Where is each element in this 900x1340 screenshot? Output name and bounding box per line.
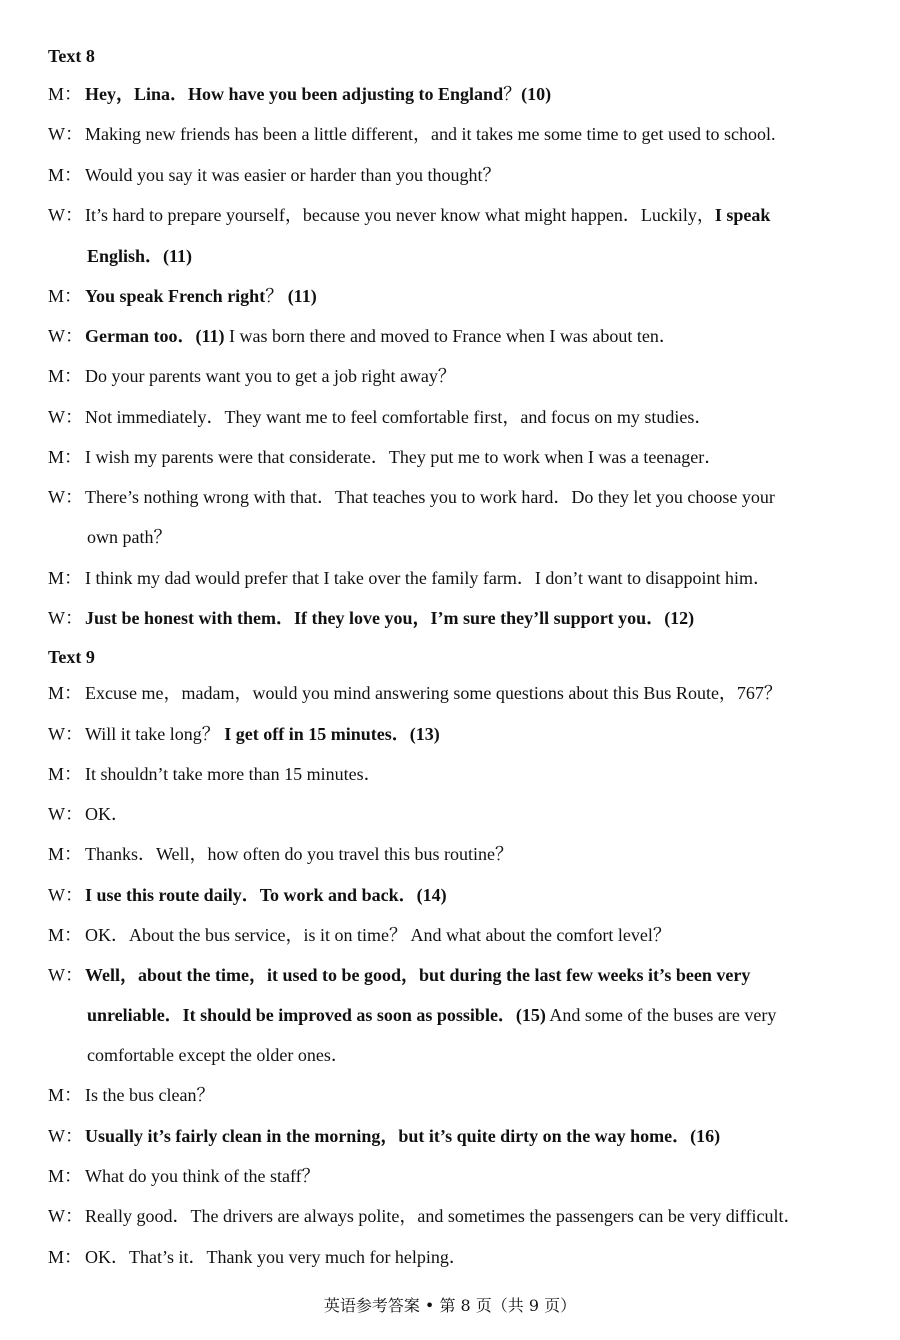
- line-text: And some of the buses are very: [545, 1005, 777, 1025]
- dialogue-line: [48, 673, 863, 713]
- line-text: Making new friends has been a little different，and it takes me some time to get used to school.: [85, 124, 776, 144]
- line-text: Thanks．Well，how often do you travel this bus routine？: [85, 844, 513, 864]
- dialogue-line: [48, 598, 863, 638]
- speaker-label: W：: [48, 1126, 83, 1146]
- speaker-label: M：: [48, 764, 83, 784]
- speaker-label: W：: [48, 1206, 83, 1226]
- line-text: I wish my parents were that considerate．They put me to work when I was a teenager．: [85, 447, 723, 467]
- line-text: Would you say it was easier or harder than you thought？: [85, 165, 501, 185]
- dialogue-line: [48, 437, 863, 477]
- speaker-label: M：: [48, 1247, 83, 1267]
- dialogue-line-continuation: [48, 995, 863, 1035]
- speaker-label: M：: [48, 1166, 83, 1186]
- line-text: OK．: [85, 804, 129, 824]
- dialogue-line-continuation: [48, 236, 863, 276]
- dialogue-line: [48, 1075, 863, 1115]
- dialogue-line: [48, 754, 863, 794]
- speaker-label: M：: [48, 165, 83, 185]
- line-text: I was born there and moved to France when I was about ten．: [224, 326, 677, 346]
- answer-text: English．(11): [87, 246, 193, 266]
- question-number: (11): [287, 286, 317, 306]
- page-footer: 英语参考答案 • 第 8 页（共 9 页）: [323, 1296, 577, 1315]
- dialogue-line: [48, 195, 863, 235]
- dialogue-line: [48, 397, 863, 437]
- answer-text: Usually it’s fairly clean in the morning，but it’s quite dirty on the way home．(16): [85, 1126, 721, 1146]
- line-text: Really good．The drivers are always polite，and sometimes the passengers can be very difficult．: [85, 1206, 802, 1226]
- line-text: OK．About the bus service，is it on time？ And what about the comfort level？: [85, 925, 671, 945]
- line-text: Will it take long？: [85, 724, 225, 744]
- dialogue-line: [48, 276, 863, 316]
- line-text: Excuse me，madam，would you mind answering some questions about this Bus Route，767？: [85, 683, 782, 703]
- line-text: comfortable except the older ones．: [87, 1045, 349, 1065]
- answer-text: unreliable．It should be improved as soon as possible．(15): [87, 1005, 546, 1025]
- section-title-text-8: Text 8: [48, 46, 95, 66]
- answer-text: I use this route daily．To work and back．(14): [85, 885, 447, 905]
- line-text: What do you think of the staff？: [85, 1166, 320, 1186]
- answer-text: I get off in 15 minutes．(13): [224, 724, 440, 744]
- answer-text: Hey，Lina．How have you been adjusting to England: [85, 84, 504, 104]
- speaker-label: M：: [48, 84, 83, 104]
- dialogue-line: [48, 714, 863, 754]
- dialogue-line: [48, 316, 863, 356]
- dialogue-line: [48, 155, 863, 195]
- dialogue-line: [48, 1156, 863, 1196]
- line-text: Is the bus clean？: [85, 1085, 215, 1105]
- speaker-label: M：: [48, 447, 83, 467]
- line-text: It shouldn’t take more than 15 minutes．: [85, 764, 382, 784]
- dialogue-line: [48, 114, 863, 154]
- speaker-label: M：: [48, 1085, 83, 1105]
- dialogue-line: [48, 558, 863, 598]
- line-text: Not immediately．They want me to feel comfortable first，and focus on my studies．: [85, 407, 713, 427]
- speaker-label: W：: [48, 965, 83, 985]
- dialogue-line: [48, 875, 863, 915]
- speaker-label: W：: [48, 407, 83, 427]
- dialogue-line-continuation: [48, 1035, 863, 1075]
- line-text: I think my dad would prefer that I take over the family farm．I don’t want to disappoint him．: [85, 568, 772, 588]
- speaker-label: W：: [48, 487, 83, 507]
- answer-text: German too．(11): [85, 326, 225, 346]
- speaker-label: W：: [48, 326, 83, 346]
- section-title-text-9: Text 9: [48, 647, 95, 667]
- answer-text: Just be honest with them．If they love you，I’m sure they’ll support you．(12): [85, 608, 695, 628]
- speaker-label: W：: [48, 804, 83, 824]
- line-text: It’s hard to prepare yourself，because you never know what might happen．Luckily，: [85, 205, 715, 225]
- speaker-label: W：: [48, 124, 83, 144]
- speaker-label: M：: [48, 286, 83, 306]
- speaker-label: M：: [48, 683, 83, 703]
- dialogue-line: [48, 1116, 863, 1156]
- speaker-label: M：: [48, 925, 83, 945]
- answer-text: I speak: [714, 205, 771, 225]
- question-number: (10): [521, 84, 552, 104]
- dialogue-line: [48, 834, 863, 874]
- line-text: ？: [265, 286, 288, 306]
- line-text: There’s nothing wrong with that．That teaches you to work hard．Do they let you choose your: [85, 487, 775, 507]
- dialogue-line: [48, 1237, 863, 1277]
- speaker-label: W：: [48, 205, 83, 225]
- line-text: own path？: [87, 527, 172, 547]
- speaker-label: W：: [48, 724, 83, 744]
- dialogue-line: [48, 1196, 863, 1236]
- speaker-label: M：: [48, 366, 83, 386]
- dialogue-line: [48, 794, 863, 834]
- speaker-label: M：: [48, 568, 83, 588]
- speaker-label: W：: [48, 608, 83, 628]
- speaker-label: M：: [48, 844, 83, 864]
- line-text: Do your parents want you to get a job right away？: [85, 366, 456, 386]
- dialogue-line: [48, 356, 863, 396]
- answer-text: You speak French right: [85, 286, 266, 306]
- line-text: ？: [503, 84, 522, 104]
- dialogue-line: [48, 955, 863, 995]
- dialogue-line: [48, 477, 863, 517]
- line-text: OK．That’s it．Thank you very much for helping．: [85, 1247, 467, 1267]
- answer-text: Well，about the time，it used to be good，but during the last few weeks it’s been very: [85, 965, 751, 985]
- speaker-label: W：: [48, 885, 83, 905]
- dialogue-line-continuation: [48, 517, 863, 557]
- dialogue-line: [48, 74, 863, 114]
- dialogue-line: [48, 915, 863, 955]
